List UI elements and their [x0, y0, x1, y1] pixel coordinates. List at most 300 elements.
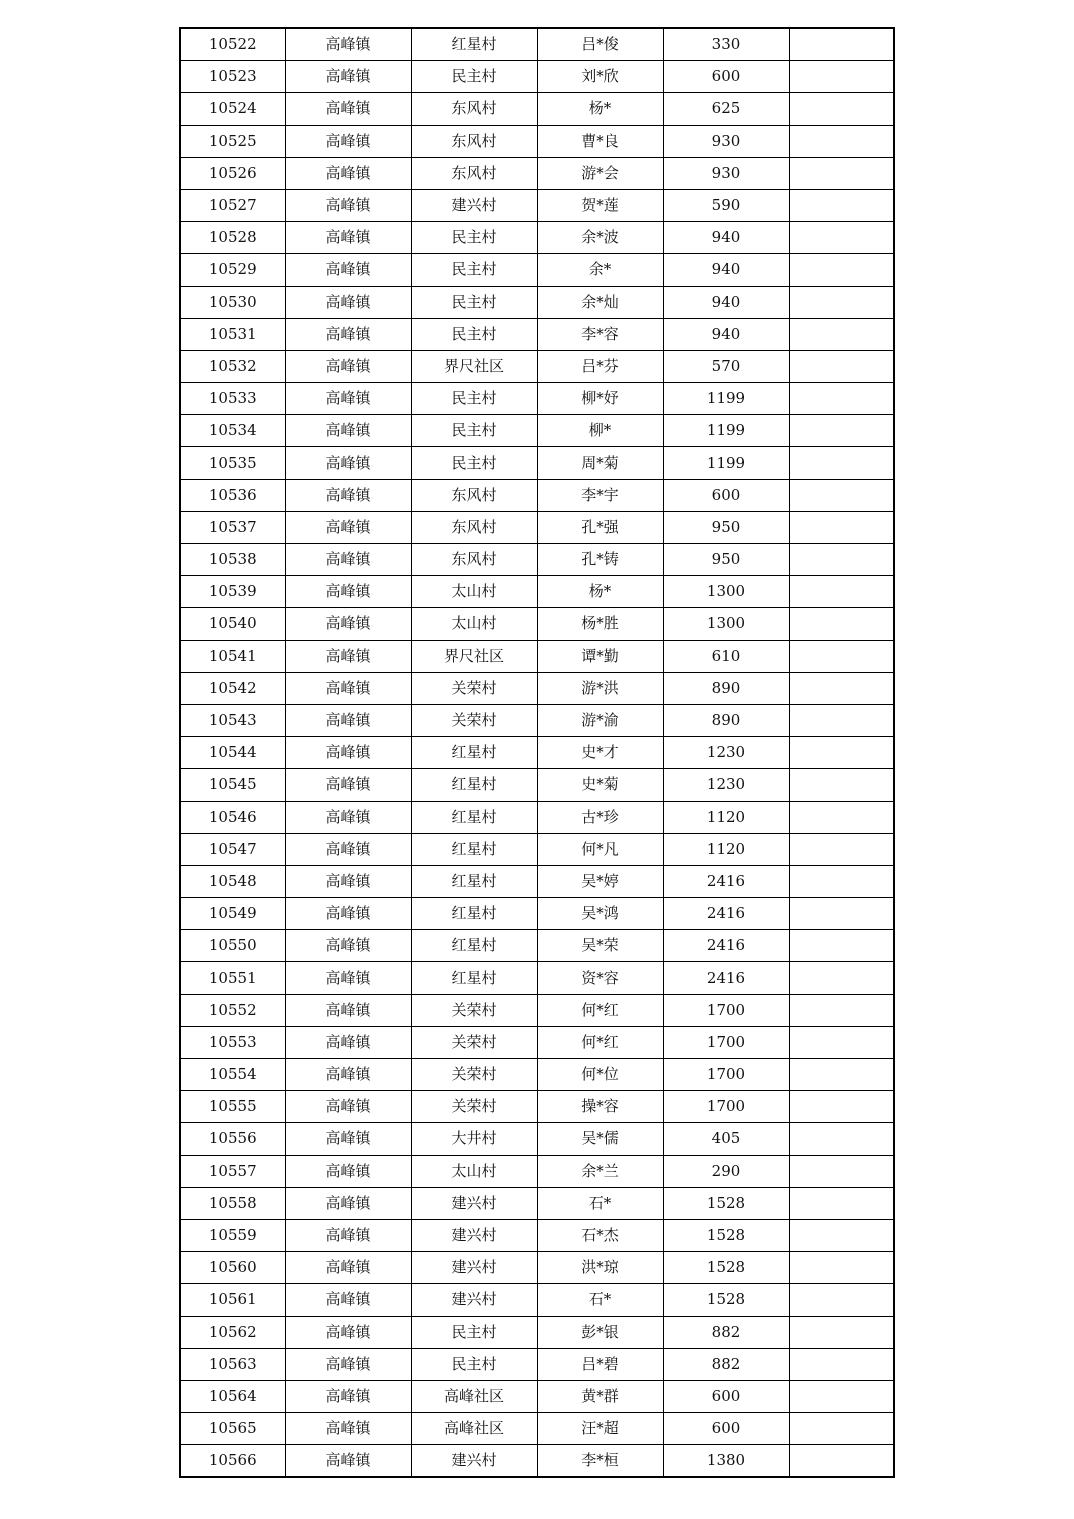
town-cell: 高峰镇: [285, 1059, 411, 1091]
record-id-cell: 10540: [180, 608, 285, 640]
name-cell: 操*容: [537, 1091, 663, 1123]
village-cell: 红星村: [411, 930, 537, 962]
name-cell: 谭*勤: [537, 640, 663, 672]
note-cell: [789, 157, 894, 189]
amount-cell: 930: [663, 125, 789, 157]
table-row: [180, 672, 894, 704]
note-cell: [789, 189, 894, 221]
record-id-cell: 10555: [180, 1091, 285, 1123]
note-cell: [789, 1380, 894, 1412]
town-cell: 高峰镇: [285, 930, 411, 962]
name-cell: 余*灿: [537, 286, 663, 318]
name-cell: 杨*: [537, 93, 663, 125]
table-row: [180, 1316, 894, 1348]
town-cell: 高峰镇: [285, 672, 411, 704]
village-cell: 东风村: [411, 93, 537, 125]
amount-cell: 2416: [663, 898, 789, 930]
table-row: [180, 544, 894, 576]
record-id-cell: 10539: [180, 576, 285, 608]
table-row: [180, 286, 894, 318]
table-row: [180, 833, 894, 865]
record-id-cell: 10529: [180, 254, 285, 286]
table-row: [180, 350, 894, 382]
amount-cell: 1300: [663, 608, 789, 640]
name-cell: 孔*强: [537, 511, 663, 543]
note-cell: [789, 898, 894, 930]
note-cell: [789, 672, 894, 704]
village-cell: 建兴村: [411, 1252, 537, 1284]
record-id-cell: 10524: [180, 93, 285, 125]
village-cell: 东风村: [411, 511, 537, 543]
table-row: [180, 704, 894, 736]
amount-cell: 882: [663, 1316, 789, 1348]
town-cell: 高峰镇: [285, 544, 411, 576]
village-cell: 红星村: [411, 737, 537, 769]
note-cell: [789, 286, 894, 318]
table-row: [180, 1413, 894, 1445]
name-cell: 柳*妤: [537, 383, 663, 415]
note-cell: [789, 318, 894, 350]
table-row: [180, 994, 894, 1026]
village-cell: 民主村: [411, 222, 537, 254]
town-cell: 高峰镇: [285, 254, 411, 286]
note-cell: [789, 1284, 894, 1316]
village-cell: 关荣村: [411, 1059, 537, 1091]
village-cell: 东风村: [411, 125, 537, 157]
record-id-cell: 10564: [180, 1380, 285, 1412]
town-cell: 高峰镇: [285, 350, 411, 382]
name-cell: 古*珍: [537, 801, 663, 833]
table-row: [180, 447, 894, 479]
town-cell: 高峰镇: [285, 769, 411, 801]
note-cell: [789, 125, 894, 157]
amount-cell: 1199: [663, 415, 789, 447]
record-id-cell: 10531: [180, 318, 285, 350]
note-cell: [789, 1123, 894, 1155]
record-id-cell: 10566: [180, 1445, 285, 1478]
amount-cell: 1380: [663, 1445, 789, 1478]
record-id-cell: 10552: [180, 994, 285, 1026]
amount-cell: 940: [663, 318, 789, 350]
table-row: [180, 1445, 894, 1478]
amount-cell: 950: [663, 544, 789, 576]
amount-cell: 1528: [663, 1187, 789, 1219]
record-id-cell: 10551: [180, 962, 285, 994]
name-cell: 何*位: [537, 1059, 663, 1091]
name-cell: 李*容: [537, 318, 663, 350]
amount-cell: 1230: [663, 737, 789, 769]
village-cell: 红星村: [411, 769, 537, 801]
town-cell: 高峰镇: [285, 318, 411, 350]
table-row: [180, 1091, 894, 1123]
note-cell: [789, 447, 894, 479]
amount-cell: 610: [663, 640, 789, 672]
name-cell: 余*兰: [537, 1155, 663, 1187]
name-cell: 资*容: [537, 962, 663, 994]
record-id-cell: 10522: [180, 28, 285, 61]
village-cell: 界尺社区: [411, 640, 537, 672]
name-cell: 史*菊: [537, 769, 663, 801]
table-row: [180, 1219, 894, 1251]
village-cell: 高峰社区: [411, 1380, 537, 1412]
village-cell: 关荣村: [411, 1091, 537, 1123]
village-cell: 高峰社区: [411, 1413, 537, 1445]
village-cell: 民主村: [411, 447, 537, 479]
table-row: [180, 1252, 894, 1284]
name-cell: 石*杰: [537, 1219, 663, 1251]
town-cell: 高峰镇: [285, 28, 411, 61]
town-cell: 高峰镇: [285, 1026, 411, 1058]
record-id-cell: 10541: [180, 640, 285, 672]
name-cell: 石*: [537, 1187, 663, 1219]
village-cell: 建兴村: [411, 1284, 537, 1316]
amount-cell: 1700: [663, 1091, 789, 1123]
village-cell: 民主村: [411, 61, 537, 93]
town-cell: 高峰镇: [285, 1348, 411, 1380]
table-row: [180, 415, 894, 447]
village-cell: 红星村: [411, 801, 537, 833]
table-row: [180, 737, 894, 769]
town-cell: 高峰镇: [285, 1413, 411, 1445]
note-cell: [789, 222, 894, 254]
village-cell: 民主村: [411, 286, 537, 318]
name-cell: 李*桓: [537, 1445, 663, 1478]
town-cell: 高峰镇: [285, 479, 411, 511]
village-cell: 民主村: [411, 1348, 537, 1380]
amount-cell: 330: [663, 28, 789, 61]
town-cell: 高峰镇: [285, 1380, 411, 1412]
name-cell: 吕*俊: [537, 28, 663, 61]
village-cell: 界尺社区: [411, 350, 537, 382]
table-row: [180, 801, 894, 833]
note-cell: [789, 994, 894, 1026]
town-cell: 高峰镇: [285, 125, 411, 157]
record-id-cell: 10545: [180, 769, 285, 801]
town-cell: 高峰镇: [285, 801, 411, 833]
table-row: [180, 479, 894, 511]
amount-cell: 1700: [663, 994, 789, 1026]
note-cell: [789, 1219, 894, 1251]
village-cell: 东风村: [411, 544, 537, 576]
name-cell: 游*会: [537, 157, 663, 189]
table-row: [180, 61, 894, 93]
town-cell: 高峰镇: [285, 415, 411, 447]
table-row: [180, 1155, 894, 1187]
record-id-cell: 10554: [180, 1059, 285, 1091]
town-cell: 高峰镇: [285, 640, 411, 672]
record-id-cell: 10535: [180, 447, 285, 479]
note-cell: [789, 93, 894, 125]
record-id-cell: 10533: [180, 383, 285, 415]
note-cell: [789, 254, 894, 286]
note-cell: [789, 511, 894, 543]
record-id-cell: 10553: [180, 1026, 285, 1058]
village-cell: 建兴村: [411, 1445, 537, 1478]
table-row: [180, 865, 894, 897]
village-cell: 关荣村: [411, 1026, 537, 1058]
note-cell: [789, 1091, 894, 1123]
village-cell: 大井村: [411, 1123, 537, 1155]
record-id-cell: 10523: [180, 61, 285, 93]
record-id-cell: 10528: [180, 222, 285, 254]
note-cell: [789, 865, 894, 897]
record-id-cell: 10557: [180, 1155, 285, 1187]
village-cell: 民主村: [411, 254, 537, 286]
name-cell: 石*: [537, 1284, 663, 1316]
village-cell: 太山村: [411, 576, 537, 608]
note-cell: [789, 415, 894, 447]
amount-cell: 590: [663, 189, 789, 221]
table-row: [180, 576, 894, 608]
record-id-cell: 10536: [180, 479, 285, 511]
record-id-cell: 10525: [180, 125, 285, 157]
note-cell: [789, 479, 894, 511]
note-cell: [789, 350, 894, 382]
name-cell: 洪*琼: [537, 1252, 663, 1284]
table-row: [180, 125, 894, 157]
village-cell: 太山村: [411, 1155, 537, 1187]
record-id-cell: 10534: [180, 415, 285, 447]
amount-cell: 1120: [663, 833, 789, 865]
table-row: [180, 93, 894, 125]
name-cell: 汪*超: [537, 1413, 663, 1445]
table-row: [180, 383, 894, 415]
village-cell: 关荣村: [411, 704, 537, 736]
town-cell: 高峰镇: [285, 286, 411, 318]
table-row: [180, 254, 894, 286]
name-cell: 周*菊: [537, 447, 663, 479]
town-cell: 高峰镇: [285, 93, 411, 125]
amount-cell: 1230: [663, 769, 789, 801]
record-id-cell: 10549: [180, 898, 285, 930]
amount-cell: 405: [663, 1123, 789, 1155]
name-cell: 游*洪: [537, 672, 663, 704]
note-cell: [789, 28, 894, 61]
town-cell: 高峰镇: [285, 1123, 411, 1155]
amount-cell: 930: [663, 157, 789, 189]
village-cell: 太山村: [411, 608, 537, 640]
note-cell: [789, 1316, 894, 1348]
town-cell: 高峰镇: [285, 1187, 411, 1219]
table-row: [180, 189, 894, 221]
town-cell: 高峰镇: [285, 447, 411, 479]
village-cell: 民主村: [411, 1316, 537, 1348]
name-cell: 吕*碧: [537, 1348, 663, 1380]
name-cell: 余*波: [537, 222, 663, 254]
note-cell: [789, 1026, 894, 1058]
table-row: [180, 318, 894, 350]
note-cell: [789, 769, 894, 801]
record-id-cell: 10558: [180, 1187, 285, 1219]
village-cell: 民主村: [411, 415, 537, 447]
name-cell: 何*凡: [537, 833, 663, 865]
table-row: [180, 1026, 894, 1058]
town-cell: 高峰镇: [285, 704, 411, 736]
amount-cell: 940: [663, 254, 789, 286]
village-cell: 红星村: [411, 898, 537, 930]
name-cell: 杨*: [537, 576, 663, 608]
record-id-cell: 10527: [180, 189, 285, 221]
record-id-cell: 10563: [180, 1348, 285, 1380]
amount-cell: 1700: [663, 1026, 789, 1058]
amount-cell: 1700: [663, 1059, 789, 1091]
name-cell: 贺*莲: [537, 189, 663, 221]
note-cell: [789, 640, 894, 672]
table-row: [180, 1284, 894, 1316]
town-cell: 高峰镇: [285, 1316, 411, 1348]
table-row: [180, 1380, 894, 1412]
amount-cell: 940: [663, 222, 789, 254]
record-id-cell: 10526: [180, 157, 285, 189]
note-cell: [789, 576, 894, 608]
name-cell: 何*红: [537, 994, 663, 1026]
village-cell: 红星村: [411, 865, 537, 897]
table-row: [180, 1059, 894, 1091]
amount-cell: 940: [663, 286, 789, 318]
village-cell: 东风村: [411, 157, 537, 189]
note-cell: [789, 1445, 894, 1478]
amount-cell: 2416: [663, 930, 789, 962]
note-cell: [789, 1413, 894, 1445]
record-id-cell: 10543: [180, 704, 285, 736]
amount-cell: 2416: [663, 865, 789, 897]
note-cell: [789, 1252, 894, 1284]
town-cell: 高峰镇: [285, 833, 411, 865]
town-cell: 高峰镇: [285, 61, 411, 93]
village-cell: 关荣村: [411, 994, 537, 1026]
town-cell: 高峰镇: [285, 608, 411, 640]
town-cell: 高峰镇: [285, 898, 411, 930]
town-cell: 高峰镇: [285, 1445, 411, 1478]
town-cell: 高峰镇: [285, 962, 411, 994]
village-cell: 红星村: [411, 833, 537, 865]
town-cell: 高峰镇: [285, 576, 411, 608]
village-cell: 民主村: [411, 318, 537, 350]
record-id-cell: 10538: [180, 544, 285, 576]
amount-cell: 600: [663, 479, 789, 511]
village-cell: 建兴村: [411, 189, 537, 221]
table-row: [180, 222, 894, 254]
name-cell: 何*红: [537, 1026, 663, 1058]
name-cell: 柳*: [537, 415, 663, 447]
note-cell: [789, 833, 894, 865]
town-cell: 高峰镇: [285, 189, 411, 221]
name-cell: 李*宇: [537, 479, 663, 511]
record-id-cell: 10547: [180, 833, 285, 865]
town-cell: 高峰镇: [285, 994, 411, 1026]
record-id-cell: 10560: [180, 1252, 285, 1284]
town-cell: 高峰镇: [285, 1284, 411, 1316]
table-row: [180, 898, 894, 930]
table-row: [180, 962, 894, 994]
amount-cell: 290: [663, 1155, 789, 1187]
table-row: [180, 1348, 894, 1380]
table-row: [180, 930, 894, 962]
record-id-cell: 10532: [180, 350, 285, 382]
name-cell: 吕*芬: [537, 350, 663, 382]
name-cell: 黄*群: [537, 1380, 663, 1412]
amount-cell: 600: [663, 1380, 789, 1412]
town-cell: 高峰镇: [285, 157, 411, 189]
table-row: [180, 511, 894, 543]
table-row: [180, 1123, 894, 1155]
note-cell: [789, 737, 894, 769]
town-cell: 高峰镇: [285, 1252, 411, 1284]
note-cell: [789, 801, 894, 833]
note-cell: [789, 544, 894, 576]
name-cell: 孔*铸: [537, 544, 663, 576]
note-cell: [789, 1348, 894, 1380]
roster-table: [179, 27, 895, 1478]
note-cell: [789, 1059, 894, 1091]
town-cell: 高峰镇: [285, 1219, 411, 1251]
name-cell: 史*才: [537, 737, 663, 769]
note-cell: [789, 61, 894, 93]
amount-cell: 1300: [663, 576, 789, 608]
note-cell: [789, 383, 894, 415]
amount-cell: 1528: [663, 1252, 789, 1284]
amount-cell: 890: [663, 704, 789, 736]
amount-cell: 625: [663, 93, 789, 125]
name-cell: 吴*婷: [537, 865, 663, 897]
town-cell: 高峰镇: [285, 511, 411, 543]
name-cell: 刘*欣: [537, 61, 663, 93]
record-id-cell: 10544: [180, 737, 285, 769]
village-cell: 关荣村: [411, 672, 537, 704]
record-id-cell: 10550: [180, 930, 285, 962]
village-cell: 红星村: [411, 28, 537, 61]
table-row: [180, 1187, 894, 1219]
note-cell: [789, 608, 894, 640]
town-cell: 高峰镇: [285, 383, 411, 415]
table-row: [180, 769, 894, 801]
amount-cell: 600: [663, 61, 789, 93]
note-cell: [789, 1187, 894, 1219]
amount-cell: 1199: [663, 383, 789, 415]
amount-cell: 2416: [663, 962, 789, 994]
record-id-cell: 10546: [180, 801, 285, 833]
record-id-cell: 10537: [180, 511, 285, 543]
amount-cell: 600: [663, 1413, 789, 1445]
town-cell: 高峰镇: [285, 865, 411, 897]
amount-cell: 1528: [663, 1219, 789, 1251]
record-id-cell: 10562: [180, 1316, 285, 1348]
village-cell: 东风村: [411, 479, 537, 511]
village-cell: 民主村: [411, 383, 537, 415]
record-id-cell: 10561: [180, 1284, 285, 1316]
name-cell: 吴*儒: [537, 1123, 663, 1155]
amount-cell: 1199: [663, 447, 789, 479]
table-row: [180, 157, 894, 189]
table-body: [180, 28, 894, 1477]
amount-cell: 950: [663, 511, 789, 543]
amount-cell: 1528: [663, 1284, 789, 1316]
town-cell: 高峰镇: [285, 737, 411, 769]
amount-cell: 570: [663, 350, 789, 382]
amount-cell: 1120: [663, 801, 789, 833]
name-cell: 曹*良: [537, 125, 663, 157]
amount-cell: 882: [663, 1348, 789, 1380]
table-row: [180, 608, 894, 640]
name-cell: 余*: [537, 254, 663, 286]
record-id-cell: 10530: [180, 286, 285, 318]
record-id-cell: 10565: [180, 1413, 285, 1445]
record-id-cell: 10556: [180, 1123, 285, 1155]
note-cell: [789, 704, 894, 736]
note-cell: [789, 930, 894, 962]
record-id-cell: 10542: [180, 672, 285, 704]
village-cell: 建兴村: [411, 1187, 537, 1219]
